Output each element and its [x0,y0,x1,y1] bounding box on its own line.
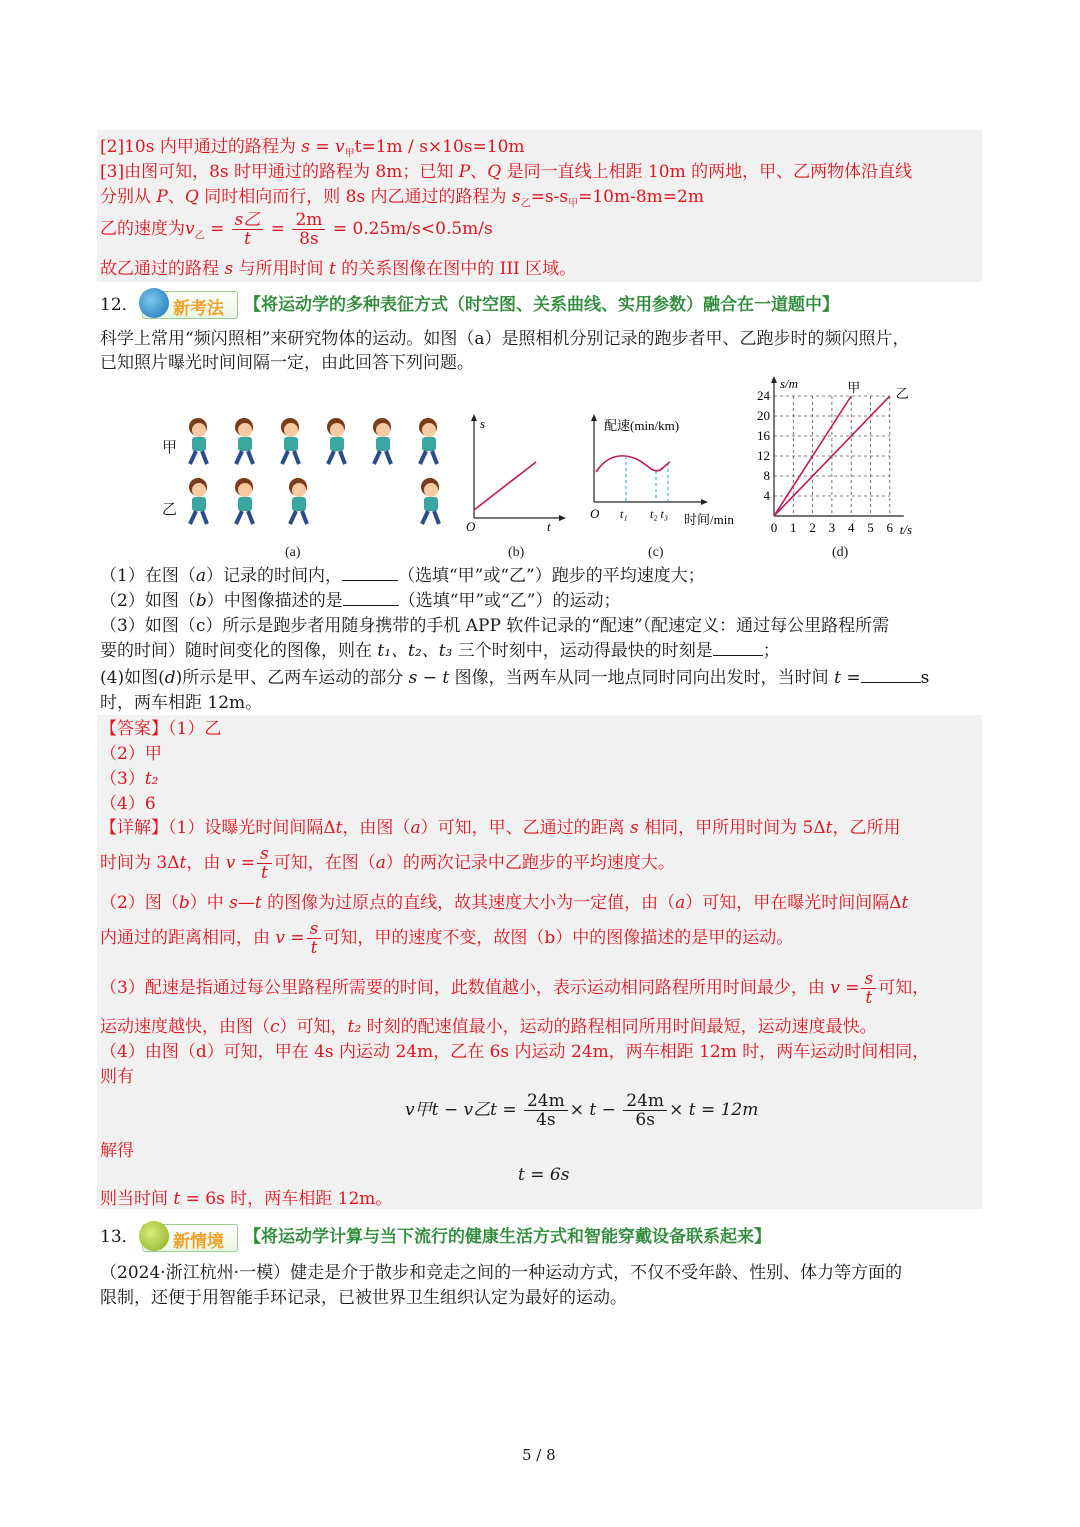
q12-answer-4: （4）6 [100,794,156,814]
q13-badge: 新情境 [142,1224,238,1252]
caption-c: (c) [648,545,664,560]
answer-blank-2[interactable] [343,605,399,606]
q12-equation: v甲t − v乙t = $\frac{24m}{4s}$ × t − $\frac{24m}{6s}$ × t = 12m [405,1091,759,1130]
figure-c-t1: t₁ [620,507,628,521]
x-tick-label: 6 [886,520,894,535]
q12-sub-4-line-2: 时，两车相距 12m。 [100,693,263,713]
q12-number: 12． [100,295,139,315]
series-label-1: 甲 [847,380,861,395]
q12-detail-7: （4）由图（d）可知，甲在 4s 内运动 24m，乙在 6s 内运动 24m，两车相距 12m 时，两车运动时间相同， [100,1042,930,1062]
prev-solution-line-4: 分别从 P、Q 同时相向而行，则 8s 内乙通过的路程为 $s_乙=s-s_甲=10m-8m=2m$ [100,187,704,210]
figure-c-ylabel: 配速(min/km) [604,418,680,433]
runner-figure [281,418,299,464]
q12-detail-1: 【详解】（1）设曝光时间间隔Δt，由图（a）可知，甲、乙通过的距离 s 相同，甲所用时间为 5Δt，乙所用 [100,818,901,838]
q12-solve-label: 解得 [100,1141,134,1161]
x-tick-label: 5 [867,520,874,535]
figure-b-line [474,462,536,510]
figure-b-xlabel: t [547,519,551,532]
page-number: 5 / 8 [522,1446,556,1464]
speed-fraction-1: $\frac{\text{s乙}}{t}$ [232,211,264,248]
figure-c [586,410,756,535]
runner-figure [421,478,439,524]
figure-c-xlabel: 时间/min [684,512,734,527]
q12-detail-3: （2）图（b）中 s—t 的图像为过原点的直线，故其速度大小为一定值，由（a）可知，甲在曝光时间间隔Δt [100,893,909,913]
q12-intro-1: 科学上常用“频闪照相”来研究物体的运动。如图（a）是照相机分别记录的跑步者甲、乙跑步时的频闪照片， [100,329,910,349]
q12-detail-2: 时间为 3Δt，由 v = $\frac{s}{t}$ 可知，在图（a）的两次记录中乙跑步的平均速度大。 [100,844,675,883]
runner-figure [419,418,437,464]
q12-sub-3-line-1: （3）如图（c）所示是跑步者用随身携带的手机 APP 软件记录的“配速”（配速定义：通过每公里路程所需 [100,616,890,636]
q13-number: 13． [100,1227,139,1247]
prev-solution-conclusion: 故乙通过的路程 s 与所用时间 t 的关系图像在图中的 III 区域。 [100,259,577,279]
q12-sub-1: （1）在图（a）记录的时间内， （选填“甲”或“乙”）跑步的平均速度大； [100,566,705,586]
q12-detail-5: （3）配速是指通过每公里路程所需要的时间，此数值越小，表示运动相同路程所用时间最少，由 v = $\frac{s}{t}$ 可知， [100,969,930,1008]
series-label-2: 乙 [895,386,909,401]
y-tick-label: 12 [757,448,770,463]
figure-c-pace-curve [596,456,670,472]
y-axis-label: s/m [780,376,799,391]
x-tick-label: 3 [828,520,836,535]
q12-badge: 新考法 [142,291,238,319]
q12-sub-2: （2）如图（b）中图像描述的是 （选填“甲”或“乙”）的运动； [100,591,621,611]
q12-solve-equation: t = 6s [518,1165,570,1185]
y-tick-label: 16 [757,428,770,443]
runner-figure [235,478,253,524]
figure-b [462,412,572,532]
x-tick-label: 0 [770,520,778,535]
prev-solution-speed: 乙的速度为$v_乙$ = $\frac{\text{s乙}}{t}$ = $\frac{2m}{8s}$ = 0.25m/s<0.5m/s [100,210,493,249]
answer-blank-4[interactable] [861,682,921,683]
prev-solution-line-3: [3]由图可知，8s 时甲通过的路程为 8m；已知 P、Q 是同一直线上相距 10m 的两地，甲、乙两物体沿直线 [100,162,913,182]
q12-title: 【将运动学的多种表征方式（时空图、关系曲线、实用参数）融合在一道题中】 [244,295,839,315]
q13-title: 【将运动学计算与当下流行的健康生活方式和智能穿戴设备联系起来】 [244,1227,771,1247]
q12-answer-1: 【答案】（1）乙 [100,719,222,739]
x-tick-label: 2 [809,520,816,535]
figure-a-label-yi: 乙 [162,502,178,518]
q12-sub-4-line-1: (4)如图(d)所示是甲、乙两车运动的部分 s − t 图像，当两车从同一地点同时同向出发时，当时间 t = s [100,668,930,688]
runner-figure [189,478,207,524]
x-axis-label: t/s [899,522,913,537]
y-tick-label: 24 [757,388,770,403]
figure-a-label-jia: 甲 [162,440,178,456]
figure-a [160,410,460,540]
runner-figure [373,418,391,464]
q12-final: 则当时间 t = 6s 时，两车相距 12m。 [100,1189,393,1209]
figure-b-origin: O [466,519,476,532]
q12-answer-2: （2）甲 [100,744,162,764]
y-tick-label: 20 [757,408,770,423]
figure-c-origin: O [590,506,600,521]
q13-line-2: 限制，还便于用智能手环记录，已被世界卫生组织认定为最好的运动。 [100,1288,627,1308]
runner-figure [289,478,307,524]
q13-line-1: （2024·浙江杭州·一模）健走是介于散步和竞走之间的一种运动方式，不仅不受年龄、性别、体力等方面的 [100,1263,903,1283]
compass-icon [139,288,169,318]
runner-figure [189,418,207,464]
prev-solution-line-2: [2]10s 内甲通过的路程为 $s = v_甲t=1m / s\times 10s=10m$ [100,137,525,160]
figure-c-t2t3: t₂ t₃ [650,507,669,521]
y-tick-label: 8 [763,468,770,483]
x-tick-label: 4 [847,520,855,535]
figure-b-ylabel: s [480,416,486,431]
y-tick-label: 4 [763,488,770,503]
figure-d [748,372,918,537]
q12-detail-4: 内通过的距离相同，由 v = $\frac{s}{t}$ 可知，甲的速度不变，故图（b）中的图像描述的是甲的运动。 [100,919,794,958]
y-axis-arrow [771,376,777,383]
caption-d: (d) [832,545,849,560]
q12-detail-8: 则有 [100,1067,134,1087]
caption-a: (a) [285,545,301,560]
answer-blank-3[interactable] [713,655,763,656]
runner-figure [327,418,345,464]
speed-fraction-2: $\frac{2m}{8s}$ [292,211,325,248]
q12-sub-3-line-2: 要的时间）随时间变化的图像，则在 t₁、t₂、t₃ 三个时刻中，运动得最快的时刻是 ； [100,641,780,661]
runner-figure [235,418,253,464]
q12-answer-3: （3）t₂ [100,769,159,789]
leaf-icon [139,1221,169,1251]
x-tick-label: 1 [790,520,797,535]
answer-blank-1[interactable] [342,580,398,581]
caption-b: (b) [508,545,525,560]
q12-answer-block [97,715,982,1209]
q12-detail-6: 运动速度越快，由图（c）可知，t₂ 时刻的配速值最小，运动的路程相同所用时间最短，运动速度最快。 [100,1017,877,1037]
q12-intro-2: 已知照片曝光时间间隔一定，由此回答下列问题。 [100,353,474,373]
